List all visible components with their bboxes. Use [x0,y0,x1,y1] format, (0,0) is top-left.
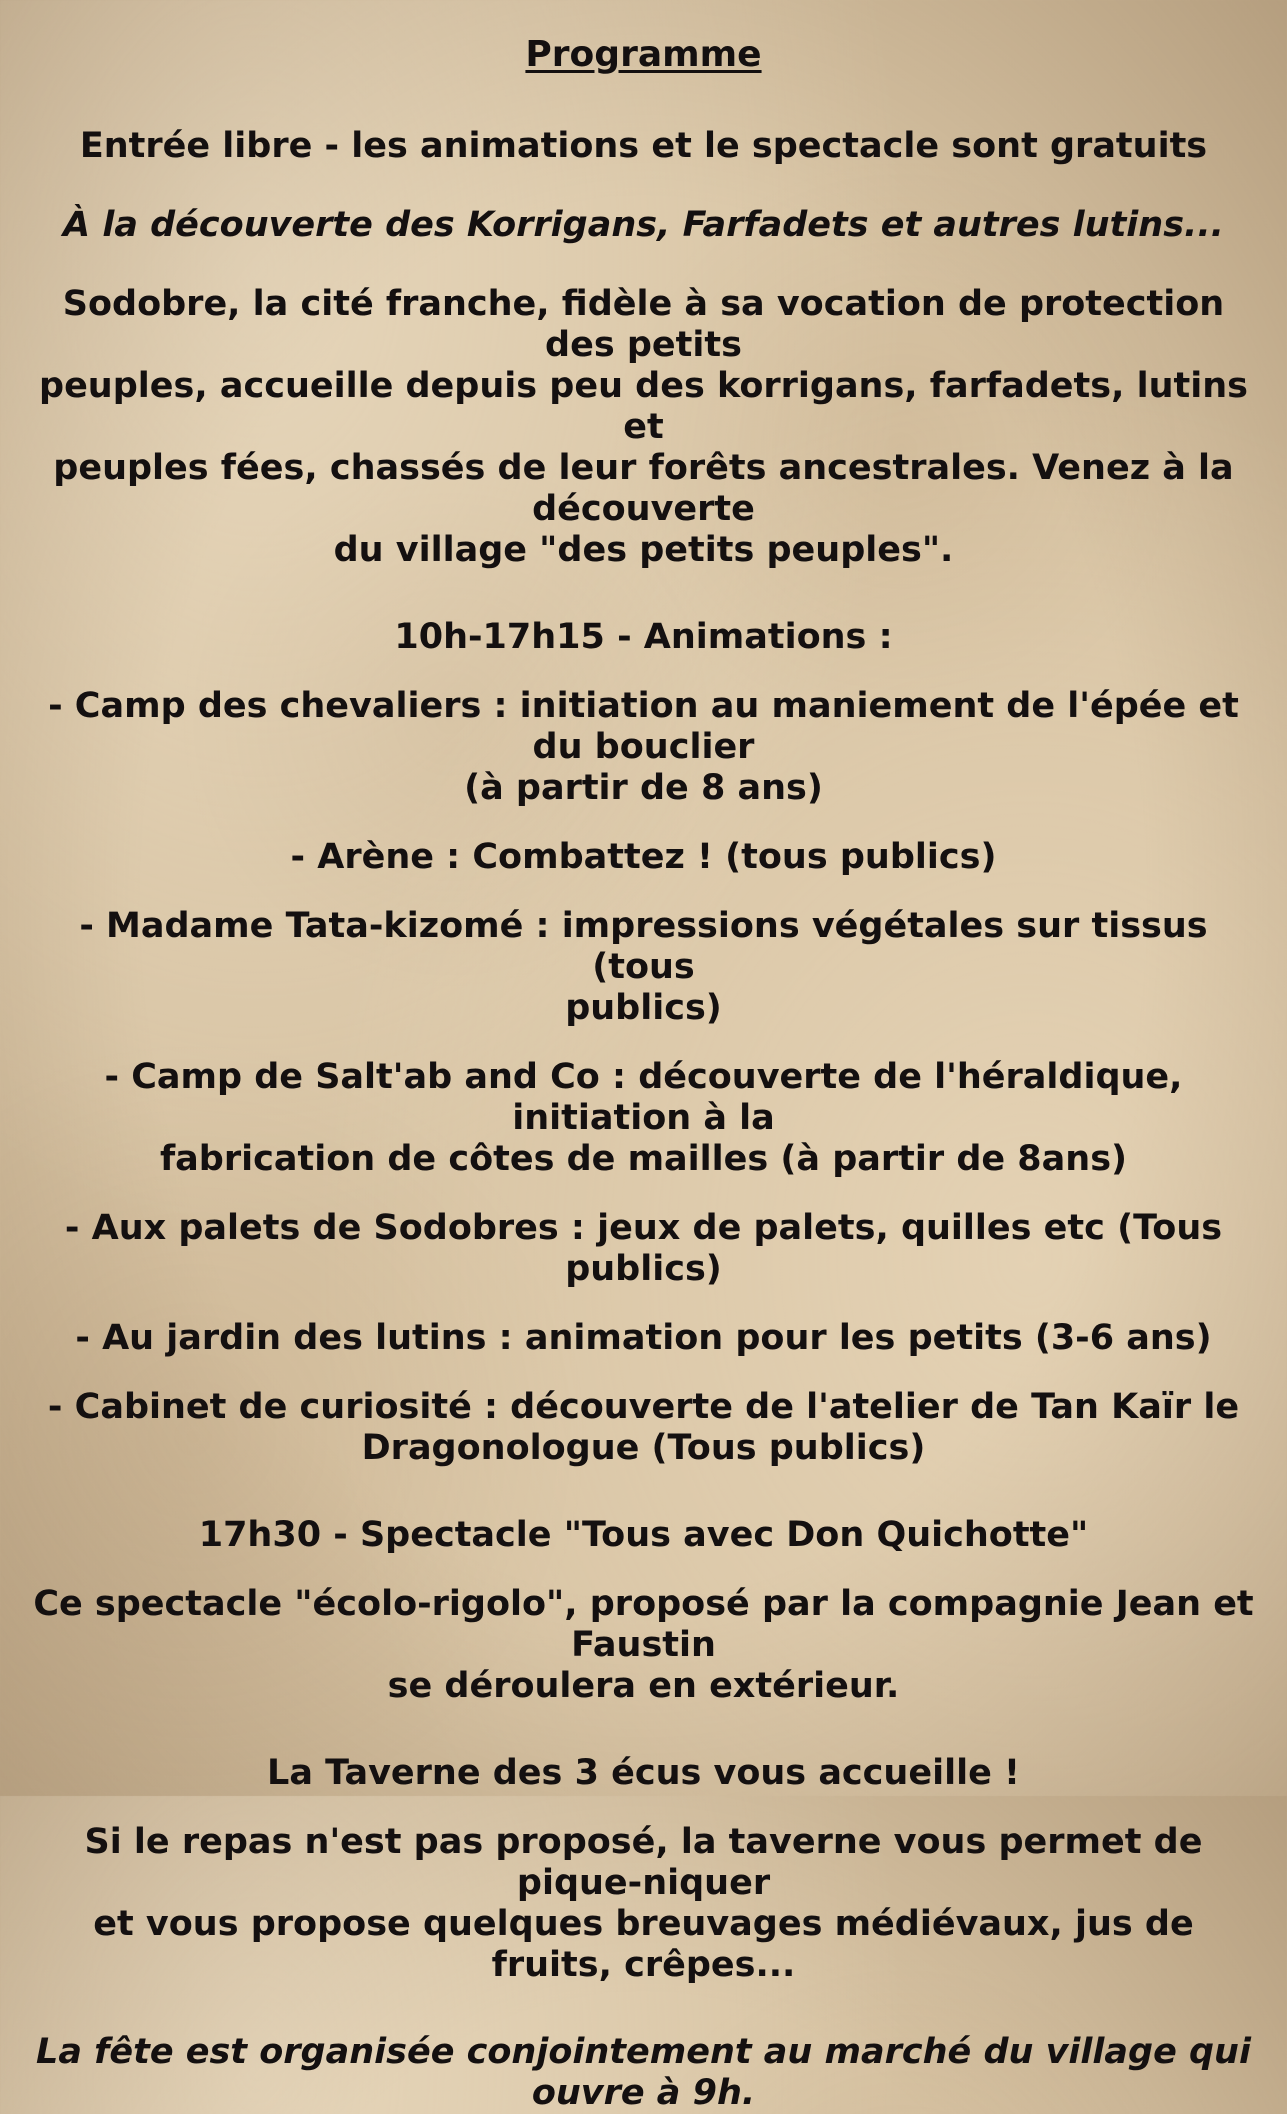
show-line: se déroulera en extérieur. [387,1666,900,1706]
animation-line: - Camp de Salt'ab and Co : découverte de l'héraldique, initiation à la [104,1057,1183,1138]
show-heading: 17h30 - Spectacle "Tous avec Don Quichotte" [198,1515,1089,1555]
subtitle: À la découverte des Korrigans, Farfadets et autres lutins... [63,205,1224,245]
animation-item-cabinet [30,1387,1257,1469]
show-description [30,1584,1257,1707]
tavern-line: Si le repas n'est pas proposé, la taverne vous permet de pique-niquer [84,1822,1203,1903]
intro-line: peuples, accueille depuis peu des korrigans, farfadets, lutins et [39,366,1248,447]
animation-line: - Camp des chevaliers : initiation au maniement de l'épée et du bouclier [48,686,1239,767]
animation-line: - Cabinet de curiosité : découverte de l'atelier de Tan Kaïr le [47,1387,1240,1427]
animation-line: - Arène : Combattez ! (tous publics) [290,837,997,877]
animation-line: - Aux palets de Sodobres : jeux de palets, quilles etc (Tous publics) [64,1208,1223,1289]
animation-line: Dragonologue (Tous publics) [361,1428,926,1468]
animations-heading: 10h-17h15 - Animations : [394,617,893,657]
animation-line: - Au jardin des lutins : animation pour les petits (3-6 ans) [75,1318,1212,1358]
tavern-heading: La Taverne des 3 écus vous accueille ! [267,1753,1020,1793]
show-line: Ce spectacle "écolo-rigolo", proposé par la compagnie Jean et Faustin [33,1584,1254,1665]
animation-line: - Madame Tata-kizomé : impressions végétales sur tissus (tous [79,906,1208,987]
animation-item-arene [30,837,1257,878]
intro-line: du village "des petits peuples". [333,530,954,570]
animation-item-chevaliers [30,686,1257,809]
closing-line: La fête est organisée conjointement au marché du village qui [36,2032,1251,2072]
intro-line: Sodobre, la cité franche, fidèle à sa vocation de protection des petits [62,284,1225,365]
entry-info: Entrée libre - les animations et le spectacle sont gratuits [79,126,1208,166]
intro-line: peuples fées, chassés de leur forêts ancestrales. Venez à la découverte [53,448,1234,529]
animation-line: (à partir de 8 ans) [464,768,823,808]
closing-note [30,2032,1257,2114]
closing-line: ouvre à 9h. [531,2073,756,2113]
animation-item-tata-kizome [30,906,1257,1029]
animation-item-jardin [30,1318,1257,1359]
animation-line: publics) [565,988,722,1028]
intro-paragraph [30,284,1257,571]
animation-line: fabrication de côtes de mailles (à partir de 8ans) [159,1139,1128,1179]
tavern-line: et vous propose quelques breuvages médiévaux, jus de fruits, crêpes... [93,1904,1194,1985]
animation-item-saltab [30,1057,1257,1180]
tavern-description [30,1822,1257,1986]
page-title: Programme [525,34,762,75]
animation-item-palets [30,1208,1257,1290]
